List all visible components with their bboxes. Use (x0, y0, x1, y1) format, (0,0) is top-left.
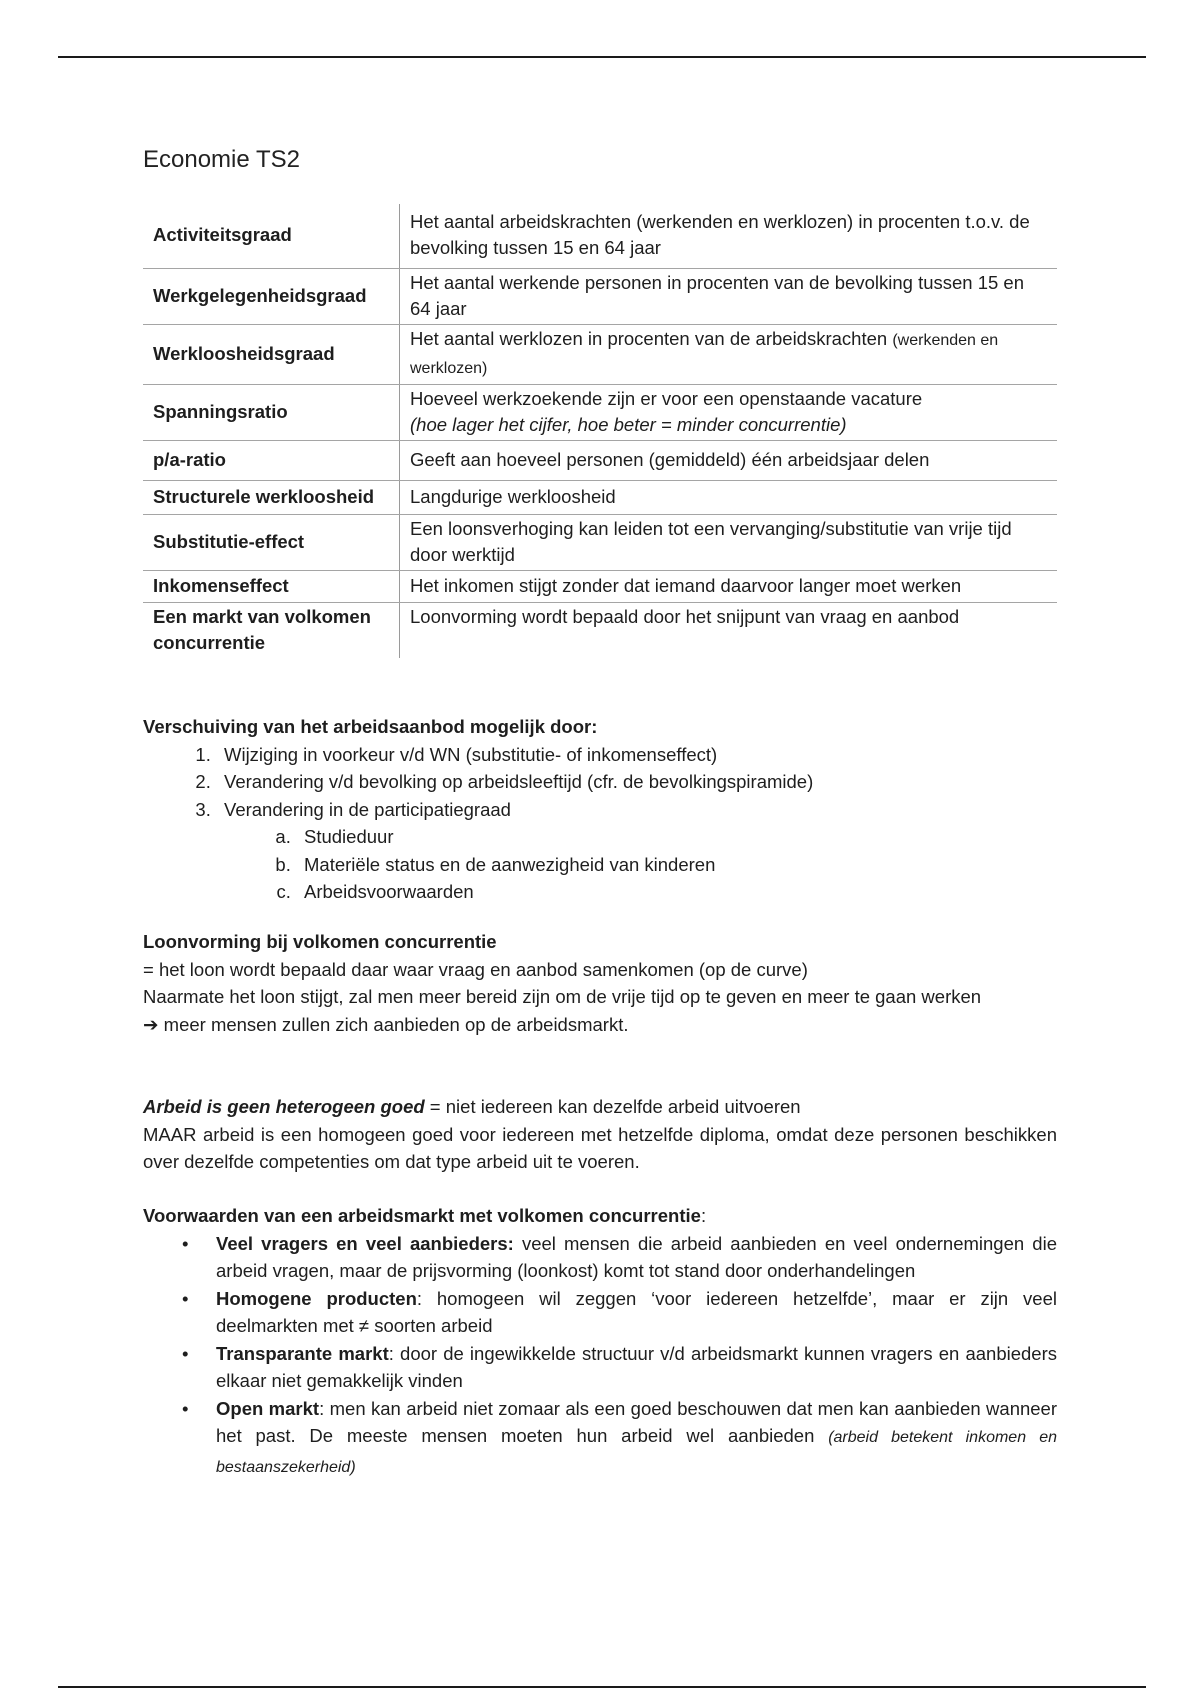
item-lead: Homogene producten (216, 1287, 417, 1309)
table-row (143, 602, 1057, 658)
conditions-section (143, 1202, 1057, 1481)
item-lead: Veel vragers en veel aanbieders: (216, 1232, 514, 1254)
term-cell: p/a-ratio (143, 440, 400, 480)
list-item-text: Verandering in de participatiegraad (224, 798, 511, 820)
desc-cell: Een loonsverhoging kan leiden tot een vervanging/substitutie van vrije tijd door werktijd (400, 514, 1058, 570)
section-heading: Verschuiving van het arbeidsaanbod mogelijk door: (143, 716, 598, 737)
term-cell: Een markt van volkomen concurrentie (153, 605, 371, 653)
section-heading (143, 1202, 1057, 1230)
desc-cell: Het inkomen stijgt zonder dat iemand daarvoor langer moet werken (400, 570, 1058, 602)
numbered-list (143, 741, 1057, 906)
table-row (143, 480, 1057, 514)
term-cell: Werkgelegenheidsgraad (143, 268, 400, 324)
desc-note: (hoe lager het cijfer, hoe beter = minder concurrentie) (410, 413, 847, 435)
desc-cell: Het aantal werkende personen in procenten van de bevolking tussen 15 en 64 jaar (400, 268, 1058, 324)
list-item: 2. Verandering v/d bevolking op arbeidsleeftijd (cfr. de bevolkingspiramide) (216, 768, 1057, 796)
table-row (143, 440, 1057, 480)
bullet-list (143, 1230, 1057, 1482)
heading-text: Voorwaarden van een arbeidsmarkt met volkomen concurrentie (143, 1205, 701, 1226)
table-row (143, 570, 1057, 602)
footer-rule (58, 1686, 1146, 1688)
desc-cell (400, 324, 1058, 384)
table-row (143, 324, 1057, 384)
item-note: (arbeid betekent inkomen en bestaanszekerheid) (216, 1429, 1057, 1476)
page-title: Economie TS2 (143, 146, 300, 173)
desc-note: (werkenden en werklozen) (410, 331, 999, 377)
bullet-icon: • (182, 1397, 189, 1419)
item-lead: Open markt (216, 1397, 320, 1419)
item-lead: Transparante markt (216, 1342, 389, 1364)
desc-text: Hoeveel werkzoekende zijn er voor een openstaande vacature (410, 387, 923, 409)
desc-cell: Geeft aan hoeveel personen (gemiddeld) één arbeidsjaar delen (400, 440, 1058, 480)
desc-cell: Langdurige werkloosheid (400, 480, 1058, 514)
term-cell: Activiteitsgraad (143, 204, 400, 268)
table-row (143, 384, 1057, 440)
item-text: : men kan arbeid niet zomaar als een goed beschouwen dat men kan aanbieden wanneer het past. De meeste mensen moeten hun arbeid wel aanbieden (216, 1397, 1058, 1446)
list-item (182, 1285, 1057, 1340)
item-text: : door de ingewikkelde structuur v/d arbeidsmarkt kunnen vragers en aanbieders elkaar niet gemakkelijk vinden (216, 1342, 1057, 1391)
paragraph: = het loon wordt bepaald daar waar vraag en aanbod samenkomen (op de curve) (143, 958, 808, 980)
bullet-icon: • (182, 1342, 189, 1364)
sub-list-item: c. Arbeidsvoorwaarden (296, 878, 1057, 906)
paragraph: MAAR arbeid is een homogeen goed voor iedereen met hetzelfde diploma, omdat deze personen beschikken over dezelfde competenties om dat type arbeid uit te voeren. (143, 1123, 1057, 1172)
definitions-table (143, 204, 1057, 658)
term-cell: Substitutie-effect (143, 514, 400, 570)
desc-cell: Het aantal arbeidskrachten (werkenden en werklozen) in procenten t.o.v. de bevolking tussen 15 en 64 jaar (400, 204, 1058, 268)
wage-section (143, 928, 1057, 1038)
shift-section (143, 713, 1057, 906)
arrow-icon: ➔ (143, 1013, 159, 1035)
list-item: 1. Wijziging in voorkeur v/d WN (substitutie- of inkomenseffect) (216, 741, 1057, 769)
paragraph (143, 1011, 1057, 1039)
header-rule (58, 56, 1146, 58)
table-row (143, 268, 1057, 324)
desc-text: Het aantal werklozen in procenten van de arbeidskrachten (410, 327, 888, 349)
sub-list (224, 823, 1057, 906)
heading-suffix: : (700, 1205, 707, 1226)
table-row (143, 204, 1057, 268)
term-cell: Inkomenseffect (143, 570, 400, 602)
desc-cell: Loonvorming wordt bepaald door het snijpunt van vraag en aanbod (400, 602, 1058, 658)
paragraph-text: = niet iedereen kan dezelfde arbeid uitvoeren (424, 1096, 801, 1117)
section-heading: Loonvorming bij volkomen concurrentie (143, 931, 497, 952)
sub-list-item: b. Materiële status en de aanwezigheid van kinderen (296, 851, 1057, 879)
sub-list-item: a. Studieduur (296, 823, 1057, 851)
list-item (182, 1340, 1057, 1395)
bullet-icon: • (182, 1287, 189, 1309)
labour-section (143, 1093, 1057, 1176)
list-item (216, 796, 1057, 906)
paragraph-text: meer mensen zullen zich aanbieden op de arbeidsmarkt. (163, 1013, 629, 1035)
paragraph: Naarmate het loon stijgt, zal men meer bereid zijn om de vrije tijd op te geven en meer te gaan werken (143, 986, 982, 1007)
desc-cell (400, 384, 1058, 440)
list-item (182, 1230, 1057, 1285)
emphasis-term: Arbeid is geen heterogeen goed (143, 1096, 425, 1117)
term-cell: Spanningsratio (143, 384, 400, 440)
paragraph (143, 1093, 1057, 1121)
term-cell: Werkloosheidsgraad (143, 324, 400, 384)
table-row (143, 514, 1057, 570)
term-cell: Structurele werkloosheid (143, 480, 400, 514)
item-text: : homogeen wil zeggen ‘voor iedereen hetzelfde’, maar er zijn veel deelmarkten met ≠ soorten arbeid (216, 1287, 1057, 1336)
item-text: veel mensen die arbeid aanbieden en veel ondernemingen die arbeid vragen, maar de prijsvorming (loonkost) komt tot stand door onderhandelingen (216, 1232, 1057, 1281)
list-item (182, 1395, 1058, 1482)
bullet-icon: • (182, 1232, 189, 1254)
